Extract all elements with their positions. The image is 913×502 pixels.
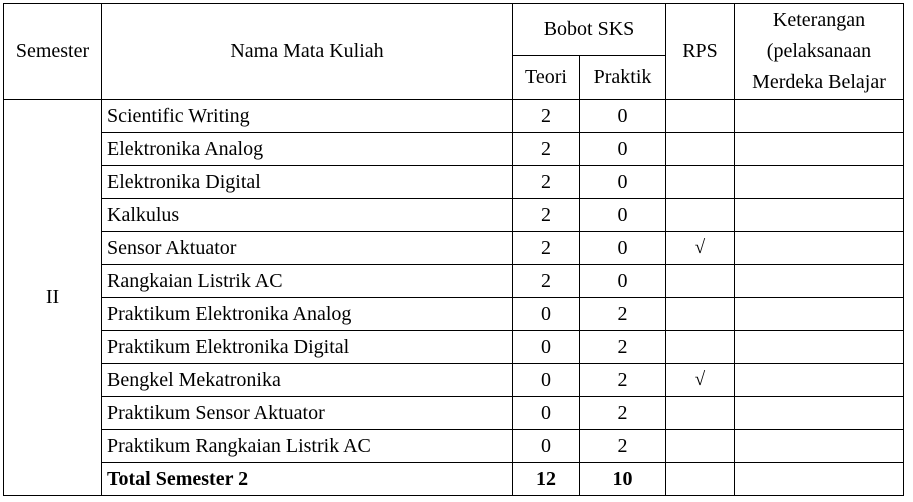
praktik-value: 2 — [580, 331, 666, 364]
praktik-value: 0 — [580, 199, 666, 232]
keterangan-cell — [735, 166, 904, 199]
table-row — [4, 331, 904, 364]
rps-cell — [666, 166, 735, 199]
rps-cell — [666, 199, 735, 232]
total-row — [4, 463, 904, 496]
praktik-value: 2 — [580, 397, 666, 430]
total-praktik: 10 — [580, 463, 666, 496]
course-name: Kalkulus — [102, 199, 513, 232]
teori-value: 0 — [513, 331, 580, 364]
course-name: Elektronika Analog — [102, 133, 513, 166]
table-row — [4, 100, 904, 133]
course-name: Scientific Writing — [102, 100, 513, 133]
course-table — [3, 3, 904, 496]
teori-value: 2 — [513, 100, 580, 133]
header-nama-mata-kuliah: Nama Mata Kuliah — [102, 4, 513, 100]
keterangan-cell — [735, 199, 904, 232]
table-row — [4, 430, 904, 463]
course-name: Praktikum Rangkaian Listrik AC — [102, 430, 513, 463]
teori-value: 2 — [513, 133, 580, 166]
keterangan-cell — [735, 100, 904, 133]
keterangan-cell — [735, 397, 904, 430]
header-semester: Semester — [4, 4, 102, 100]
teori-value: 0 — [513, 364, 580, 397]
table-row — [4, 397, 904, 430]
total-label: Total Semester 2 — [102, 463, 513, 496]
table-row — [4, 133, 904, 166]
table-row — [4, 265, 904, 298]
course-name: Bengkel Mekatronika — [102, 364, 513, 397]
semester-cell: II — [4, 100, 102, 496]
total-teori: 12 — [513, 463, 580, 496]
rps-cell — [666, 100, 735, 133]
praktik-value: 2 — [580, 430, 666, 463]
keterangan-cell — [735, 430, 904, 463]
rps-cell — [666, 298, 735, 331]
rps-cell — [666, 331, 735, 364]
rps-check-icon: √ — [666, 232, 735, 265]
teori-value: 2 — [513, 232, 580, 265]
teori-value: 0 — [513, 298, 580, 331]
praktik-value: 2 — [580, 364, 666, 397]
course-name: Sensor Aktuator — [102, 232, 513, 265]
teori-value: 0 — [513, 397, 580, 430]
header-keterangan-line-3: Merdeka Belajar — [752, 71, 886, 93]
course-name: Praktikum Elektronika Digital — [102, 331, 513, 364]
praktik-value: 0 — [580, 265, 666, 298]
keterangan-cell — [735, 265, 904, 298]
teori-value: 0 — [513, 430, 580, 463]
keterangan-cell — [735, 232, 904, 265]
header-keterangan — [735, 4, 904, 100]
header-praktik: Praktik — [580, 56, 666, 100]
course-name: Elektronika Digital — [102, 166, 513, 199]
header-teori: Teori — [513, 56, 580, 100]
praktik-value: 0 — [580, 133, 666, 166]
praktik-value: 0 — [580, 232, 666, 265]
table-row — [4, 166, 904, 199]
table-row — [4, 199, 904, 232]
total-keterangan — [735, 463, 904, 496]
total-rps — [666, 463, 735, 496]
rps-cell — [666, 265, 735, 298]
keterangan-cell — [735, 298, 904, 331]
teori-value: 2 — [513, 199, 580, 232]
course-name: Rangkaian Listrik AC — [102, 265, 513, 298]
teori-value: 2 — [513, 166, 580, 199]
table-row — [4, 232, 904, 265]
keterangan-cell — [735, 133, 904, 166]
rps-check-icon: √ — [666, 364, 735, 397]
praktik-value: 0 — [580, 100, 666, 133]
table-row — [4, 364, 904, 397]
course-name: Praktikum Sensor Aktuator — [102, 397, 513, 430]
header-keterangan-line-1: Keterangan — [772, 9, 866, 31]
rps-cell — [666, 430, 735, 463]
keterangan-cell — [735, 331, 904, 364]
header-rps: RPS — [666, 4, 735, 100]
rps-cell — [666, 133, 735, 166]
keterangan-cell — [735, 364, 904, 397]
header-keterangan-line-2: (pelaksanaan — [766, 40, 872, 62]
header-bobot-sks: Bobot SKS — [513, 4, 666, 56]
praktik-value: 0 — [580, 166, 666, 199]
teori-value: 2 — [513, 265, 580, 298]
rps-cell — [666, 397, 735, 430]
course-name: Praktikum Elektronika Analog — [102, 298, 513, 331]
praktik-value: 2 — [580, 298, 666, 331]
table-row — [4, 298, 904, 331]
